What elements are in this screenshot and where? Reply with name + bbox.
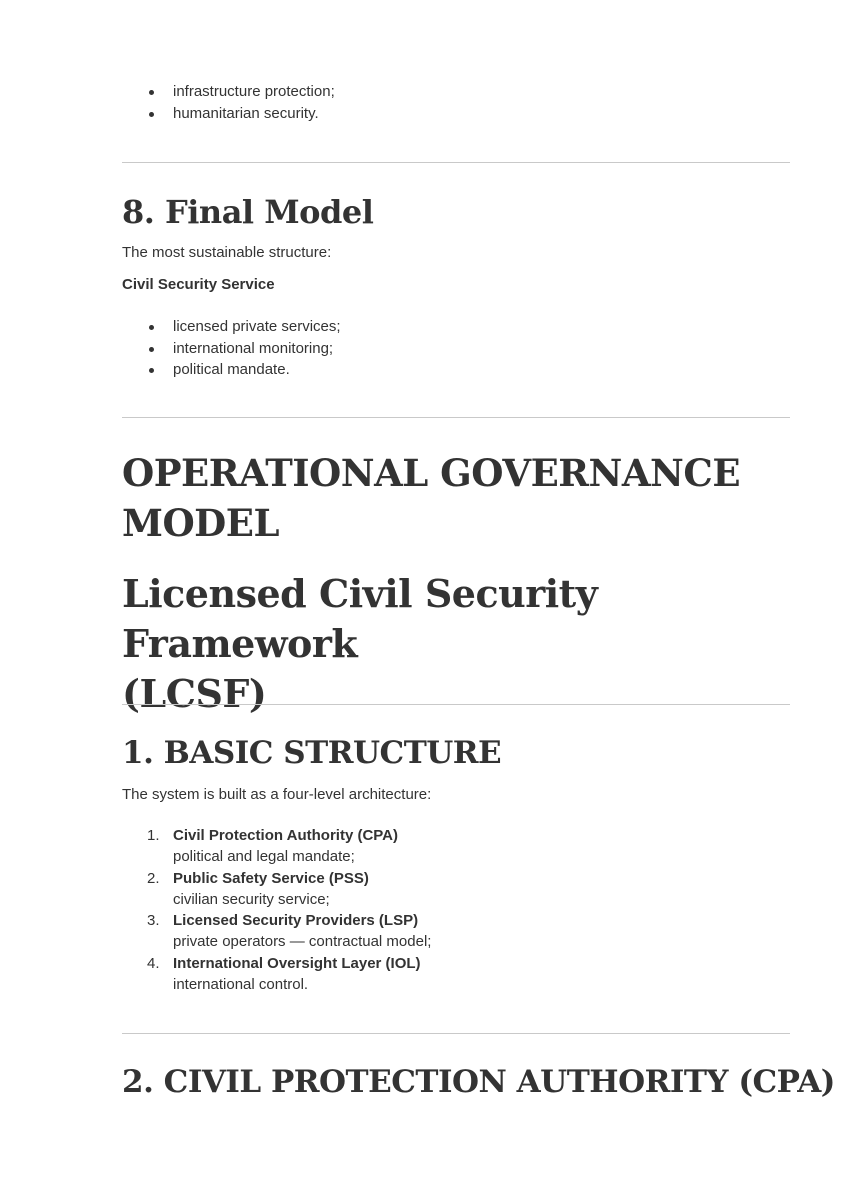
list-item: international monitoring; (122, 338, 341, 360)
list-item: licensed private services; (122, 316, 341, 338)
document-title-line-2: MODEL (122, 501, 279, 545)
list-item (122, 868, 431, 911)
document-subtitle-line-1: Licensed Civil Security Framework (122, 571, 598, 666)
list-item-number: 4. (147, 954, 160, 972)
document-title-line-1: OPERATIONAL GOVERNANCE (122, 451, 741, 495)
final-model-bullet-list (122, 316, 341, 381)
list-item-description: international control. (173, 976, 309, 994)
list-item: political mandate. (122, 359, 341, 381)
list-item-title: Civil Protection Authority (CPA) (173, 827, 398, 844)
divider (122, 162, 790, 163)
final-model-bold-line: Civil Security Service (122, 276, 275, 293)
section-heading-basic-structure: 1. BASIC STRUCTURE (122, 735, 502, 771)
list-item-number: 3. (147, 912, 160, 930)
list-item (122, 953, 431, 996)
document-subtitle-line-2: (LCSF) (122, 671, 267, 716)
top-bullet-list (122, 81, 335, 124)
list-item-description: political and legal mandate; (173, 848, 355, 866)
divider (122, 1033, 790, 1034)
section-heading-cpa: 2. CIVIL PROTECTION AUTHORITY (CPA) (122, 1064, 835, 1100)
architecture-levels-list (122, 825, 431, 995)
list-item-title: International Oversight Layer (IOL) (173, 954, 421, 972)
list-item-description: private operators — contractual model; (173, 933, 432, 951)
list-item (122, 910, 431, 953)
list-item: humanitarian security. (122, 103, 335, 125)
list-item: infrastructure protection; (122, 81, 335, 103)
final-model-intro: The most sustainable structure: (122, 244, 332, 261)
list-item-title: Licensed Security Providers (LSP) (173, 912, 419, 930)
list-item-number: 2. (147, 869, 160, 887)
basic-structure-intro: The system is built as a four-level architecture: (122, 786, 432, 803)
section-heading-final-model: 8. Final Model (122, 193, 374, 231)
divider (122, 704, 790, 705)
list-item-title: Public Safety Service (PSS) (173, 869, 369, 887)
document-title (122, 448, 790, 548)
list-item-description: civilian security service; (173, 890, 330, 908)
document-subtitle (122, 569, 812, 719)
list-item (122, 825, 431, 868)
list-item-number: 1. (147, 827, 160, 844)
divider (122, 417, 790, 418)
